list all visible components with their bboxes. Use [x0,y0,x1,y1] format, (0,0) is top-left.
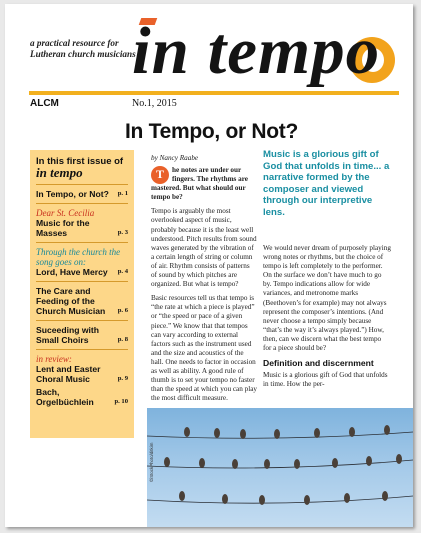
contents-item-kicker: Through the church the song goes on: [36,247,121,267]
article-column-2 [263,244,391,394]
sidebar-title [36,156,128,180]
pull-quote: Music is a glorious gift of God that unfolds in time... a narrative formed by the composer and viewed through our interpretive lens. [263,149,390,218]
contents-item-page: p. 1 [117,190,128,197]
contents-item-page: p. 6 [117,307,128,314]
sidebar-title-name: in tempo [36,165,83,180]
sidebar-divider [36,281,128,282]
masthead-logo: in tempo [132,14,381,88]
masthead-tagline: a practical resource for Lutheran church musicians [30,38,136,59]
contents-item[interactable] [36,267,128,277]
article-lead-paragraph [151,166,257,202]
article-lead: he notes are under our fingers. The rhythms are mastered. But what should our tempo be? [151,166,248,202]
contents-item[interactable] [36,218,128,238]
sidebar-divider [36,184,128,185]
article-paragraph: We would never dream of purposely playing wrong notes or rhythms, but the choice of tempo is left completely to the performer. On the surface we don’t have much to go by. Tempo indications allow for wide variances, and metronome marks (Beethoven’s for example) may not always represent the composer’s intentions. (And never choose a tempo simply because “that’s the way it’s always played.”) How, then, can we discern what the best tempo for a piece should be? [263,244,391,353]
article-column-1 [151,166,257,408]
contents-sidebar [30,150,134,438]
birds-on-wire-photo [147,408,413,527]
photo-credit: ©iStockPhoto/ditkim [149,442,154,482]
contents-item-title: Bach, Orgelbüchlein [36,387,94,407]
contents-item-page: p. 3 [117,229,128,236]
contents-item[interactable] [36,325,128,345]
masthead-rule [29,91,399,95]
contents-item-title: Suceeding with Small Choirs [36,325,100,345]
drop-cap: T [151,166,169,184]
page-headline: In Tempo, or Not? [125,120,298,143]
article-subhead: Definition and discernment [263,358,374,369]
sidebar-divider [36,242,128,243]
contents-item[interactable] [36,387,128,407]
org-name: ALCM [30,98,59,109]
contents-item-kicker: in review: [36,354,72,364]
article-paragraph: Basic resources tell us that tempo is “the rate at which a piece is played” or “the speed or pace of a given piece.” We know that that tempos can vary according to external factors such as the instrument used and the size and acoustics of the hall. One needs to factor in occasion as well as ability. A good rule of thumb is to set your tempo no faster than the speed at which you can play the most difficult measure. [151,294,257,403]
sidebar-divider [36,349,128,350]
article-paragraph: Tempo is arguably the most overlooked aspect of music, probably because it is the least well understood. Pitch results from sound waves generated by the vibration of a certain length of string or column of air. Rhythm consists of patterns of sound by which pitches are organized. But what is tempo? [151,207,257,289]
contents-item-page: p. 9 [117,375,128,382]
birds-on-wire-illustration [147,408,413,527]
contents-item-title: Music for the Masses [36,218,90,238]
contents-item[interactable] [36,286,128,316]
contents-item-title: Lent and Easter Choral Music [36,364,101,384]
contents-item-page: p. 10 [114,398,128,405]
issue-number: No.1, 2015 [132,98,177,109]
sidebar-title-prefix: In this first issue of [36,156,124,167]
article-byline: by Nancy Raabe [151,154,199,162]
newsletter-page [5,4,413,527]
contents-item-page: p. 8 [117,336,128,343]
article-paragraph: Music is a glorious gift of God that unfolds in time. How the per- [263,371,388,389]
sidebar-divider [36,203,128,204]
contents-item-title: In Tempo, or Not? [36,189,109,199]
contents-item[interactable] [36,364,128,384]
contents-item-title: Lord, Have Mercy [36,267,108,277]
contents-item-title: The Care and Feeding of the Church Musician [36,286,106,316]
contents-item-kicker: Dear St. Cecilia [36,208,95,218]
contents-item[interactable] [36,189,128,199]
sidebar-divider [36,320,128,321]
contents-item-page: p. 4 [117,268,128,275]
